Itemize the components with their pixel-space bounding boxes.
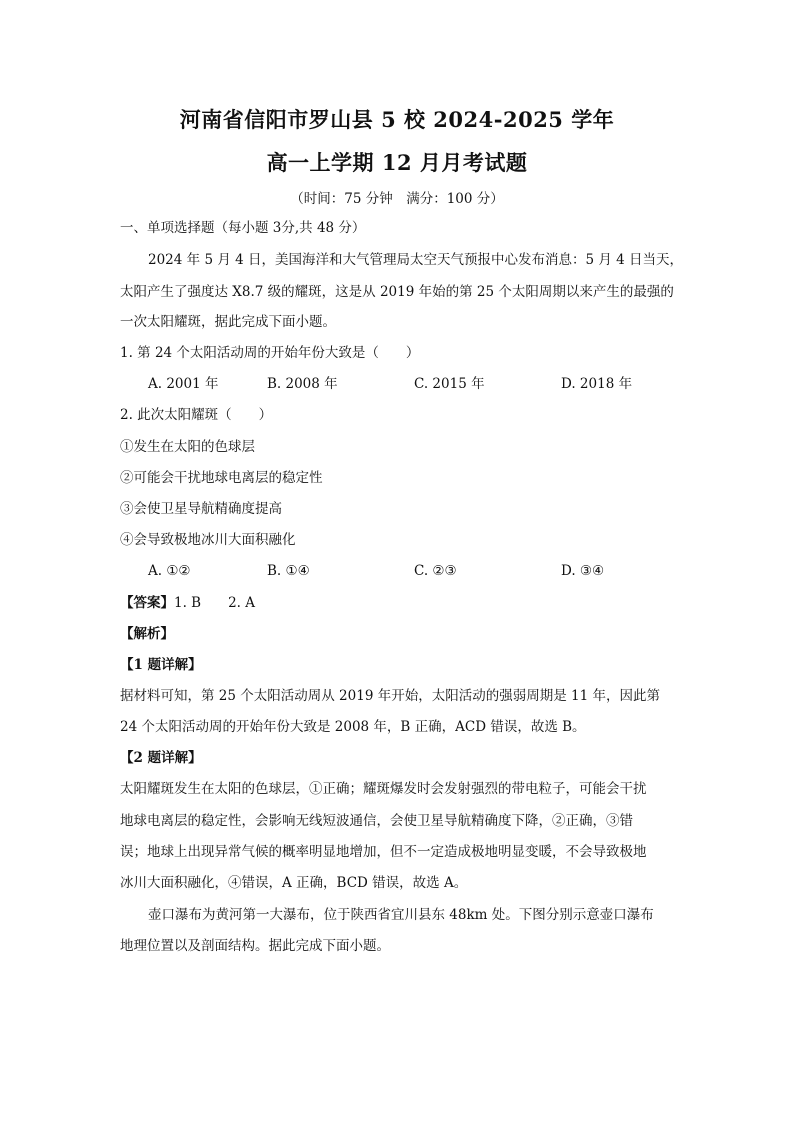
q1-option-c: C. 2015 年 [414, 376, 485, 392]
answer-line [120, 593, 255, 613]
question-2-stem: 2. 此次太阳耀斑（ ） [120, 407, 273, 423]
exam-info: （时间：75 分钟 满分：100 分） [290, 191, 504, 207]
answer-label: 【答案】 [120, 595, 174, 611]
detail2-line-1: 太阳耀斑发生在太阳的色球层，①正确；耀斑爆发时会发射强烈的带电粒子，可能会干扰 [120, 781, 647, 797]
section-heading: 一、单项选择题（每小题 3分,共 48 分） [120, 220, 366, 236]
q2-statement-1: ①发生在太阳的色球层 [120, 439, 255, 455]
passage2-line-1: 壶口瀑布为黄河第一大瀑布，位于陕西省宜川县东 48km 处。下图分别示意壶口瀑布 [148, 907, 654, 923]
q2-option-d: D. ③④ [561, 563, 605, 579]
q2-option-b: B. ①④ [267, 563, 310, 579]
q2-statement-2: ②可能会干扰地球电离层的稳定性 [120, 470, 323, 486]
analysis-label: 【解析】 [120, 626, 174, 642]
q1-option-b: B. 2008 年 [267, 376, 338, 392]
detail2-line-4: 冰川大面积融化，④错误，A 正确，BCD 错误，故选 A。 [120, 875, 468, 891]
detail2-line-2: 地球电离层的稳定性，会影响无线短波通信，会使卫星导航精确度下降，②正确，③错 [120, 813, 633, 829]
title-line-2: 高一上学期 12 月月考试题 [266, 150, 528, 175]
detail1-line-1: 据材料可知，第 25 个太阳活动周从 2019 年开始，太阳活动的强弱周期是 11 年，因此第 [120, 688, 660, 704]
question-1-stem: 1. 第 24 个太阳活动周的开始年份大致是（ ） [120, 345, 420, 361]
q2-option-c: C. ②③ [414, 563, 457, 579]
detail2-line-3: 误；地球上出现异常气候的概率明显地增加，但不一定造成极地明显变暖，不会导致极地 [120, 844, 647, 860]
passage1-line-3: 一次太阳耀斑，据此完成下面小题。 [120, 314, 336, 330]
answer-text: 1. B 2. A [174, 595, 256, 611]
q1-option-a: A. 2001 年 [148, 376, 219, 392]
q2-statement-3: ③会使卫星导航精确度提高 [120, 501, 282, 517]
detail1-label: 【1 题详解】 [120, 657, 202, 673]
q2-statement-4: ④会导致极地冰川大面积融化 [120, 532, 296, 548]
detail1-line-2: 24 个太阳活动周的开始年份大致是 2008 年，B 正确，ACD 错误，故选 B。 [120, 719, 586, 735]
q1-option-d: D. 2018 年 [561, 376, 633, 392]
title-line-1: 河南省信阳市罗山县 5 校 2024-2025 学年 [179, 107, 615, 132]
detail2-label: 【2 题详解】 [120, 750, 202, 766]
passage1-line-2: 太阳产生了强度达 X8.7 级的耀斑，这是从 2019 年始的第 25 个太阳周期以来产生的最强的 [120, 284, 674, 300]
passage2-line-2: 地理位置以及剖面结构。据此完成下面小题。 [120, 938, 390, 954]
passage1-line-1: 2024 年 5 月 4 日，美国海洋和大气管理局太空天气预报中心发布消息：5 月 4 日当天， [148, 252, 684, 268]
q2-option-a: A. ①② [148, 563, 191, 579]
